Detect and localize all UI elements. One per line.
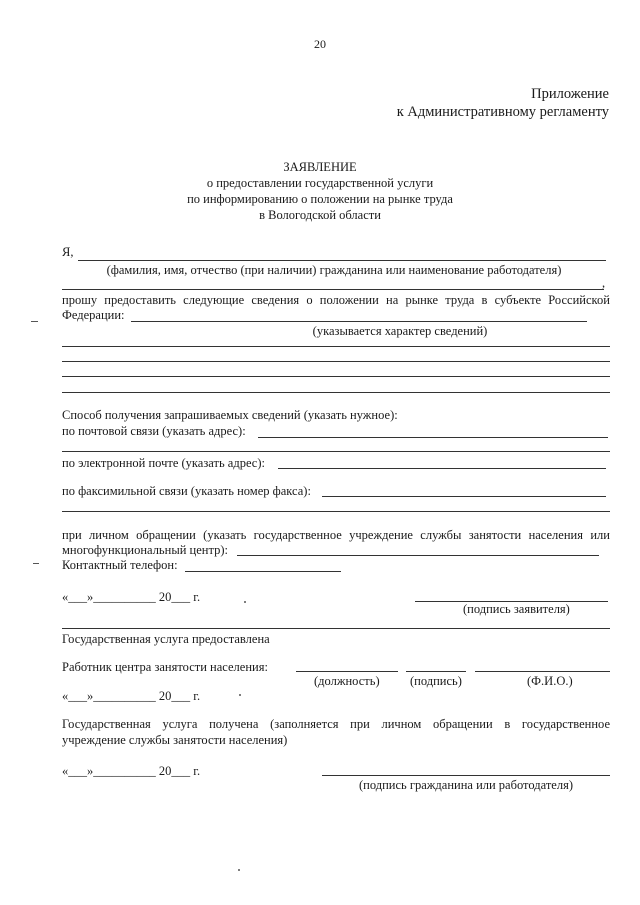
service-received-word: в — [504, 717, 511, 731]
date-day-blank: ___ — [68, 590, 87, 604]
personal-visit-word: или — [590, 528, 610, 542]
date-open-quote: « — [62, 590, 69, 604]
title-line-3: в Вологодской области — [259, 208, 381, 222]
service-center-field[interactable] — [237, 555, 599, 556]
postal-address-field[interactable] — [258, 437, 608, 438]
federation-label: Федерации: — [62, 308, 125, 322]
page-number: 20 — [314, 37, 326, 51]
postal-address-field-2[interactable] — [62, 451, 610, 452]
phone-field[interactable] — [185, 571, 341, 572]
request-sentence — [62, 293, 610, 308]
service-provided-label: Государственная услуга предоставлена — [62, 632, 270, 646]
request-word: прошу — [62, 293, 98, 307]
date-century: 20 — [158, 764, 172, 778]
service-received-word: при — [350, 717, 370, 731]
request-word: в — [481, 293, 488, 307]
date-year-blank: ___ — [171, 590, 191, 604]
personal-visit-word: учреждение — [349, 528, 413, 542]
scan-dot — [238, 869, 240, 871]
date-day-blank: ___ — [68, 689, 87, 703]
service-received-word: получена — [209, 717, 259, 731]
service-received-word: (заполняется — [270, 717, 339, 731]
info-field-line-4[interactable] — [62, 392, 610, 393]
citizen-date[interactable] — [62, 764, 200, 779]
worker-signature-field[interactable] — [406, 671, 466, 672]
delivery-header: Способ получения запрашиваемых сведений (указать нужное): — [62, 408, 398, 422]
info-field-line-3[interactable] — [62, 376, 610, 377]
personal-visit-word: занятости — [468, 528, 522, 542]
personal-visit-word: обращении — [136, 528, 196, 542]
service-received-word: Государственная — [62, 717, 151, 731]
date-open-quote: « — [62, 689, 69, 703]
date-close-quote: » — [87, 764, 94, 778]
scan-dot — [239, 694, 241, 696]
date-century: 20 — [158, 689, 172, 703]
date-close-quote: » — [87, 689, 94, 703]
date-year-suffix: г. — [193, 689, 201, 703]
postal-label: по почтовой связи (указать адрес): — [62, 424, 246, 438]
document-title: ЗАЯВЛЕНИЕ — [283, 160, 357, 174]
worker-position-caption: (должность) — [314, 674, 380, 688]
worker-position-field[interactable] — [296, 671, 398, 672]
phone-label: Контактный телефон: — [62, 558, 178, 572]
request-word: рынке — [405, 293, 439, 307]
service-received-word: личном — [381, 717, 422, 731]
worker-label: Работник центра занятости населения: — [62, 660, 268, 674]
scan-dot — [244, 601, 246, 603]
fax-number-field-2[interactable] — [62, 511, 610, 512]
request-word: труда — [445, 293, 475, 307]
service-received-line-2: учреждение службы занятости населения) — [62, 733, 288, 747]
service-received-word: услуга — [162, 717, 198, 731]
date-month-blank: __________ — [93, 689, 156, 703]
info-type-field[interactable] — [131, 321, 587, 322]
applicant-signature-caption: (подпись заявителя) — [463, 602, 570, 616]
date-year-suffix: г. — [193, 764, 201, 778]
separator-line — [62, 628, 610, 629]
request-word: положении — [319, 293, 379, 307]
worker-date[interactable] — [62, 689, 200, 704]
request-word: предоставить — [104, 293, 176, 307]
service-received-word: государственное — [521, 717, 610, 731]
date-month-blank: __________ — [93, 590, 156, 604]
date-year-suffix: г. — [193, 590, 201, 604]
request-word: сведения — [251, 293, 300, 307]
citizen-signature-field[interactable] — [322, 775, 610, 776]
date-year-blank: ___ — [171, 764, 191, 778]
appendix-line-1: Приложение — [531, 86, 609, 102]
date-year-blank: ___ — [171, 689, 191, 703]
date-century: 20 — [158, 590, 172, 604]
email-address-field[interactable] — [278, 468, 606, 469]
info-type-caption: (указывается характер сведений) — [312, 324, 488, 338]
request-word: Российской — [548, 293, 610, 307]
request-word: следующие — [183, 293, 245, 307]
fax-number-field[interactable] — [322, 496, 606, 497]
personal-visit-word: при — [62, 528, 82, 542]
citizen-signature-caption: (подпись гражданина или работодателя) — [359, 778, 573, 792]
personal-visit-word: государственное — [253, 528, 342, 542]
appendix-line-2: к Административному регламенту — [396, 104, 609, 120]
worker-fio-caption: (Ф.И.О.) — [527, 674, 573, 688]
personal-visit-word: населения — [528, 528, 583, 542]
scan-mark — [33, 563, 39, 564]
service-received-word: обращении — [432, 717, 493, 731]
date-month-blank: __________ — [93, 764, 156, 778]
service-received-sentence — [62, 717, 610, 732]
worker-signature-caption: (подпись) — [410, 674, 462, 688]
info-field-line-2[interactable] — [62, 361, 610, 362]
personal-visit-word: службы — [420, 528, 462, 542]
title-line-2: по информированию о положении на рынке труда — [187, 192, 453, 206]
request-word: субъекте — [494, 293, 542, 307]
request-word: о — [306, 293, 313, 307]
applicant-name-field[interactable] — [78, 260, 606, 261]
personal-visit-sentence — [62, 528, 610, 543]
date-close-quote: » — [87, 590, 94, 604]
personal-visit-word: личном — [88, 528, 129, 542]
applicant-comma: , — [602, 276, 606, 290]
worker-fio-field[interactable] — [475, 671, 610, 672]
applicant-name-field-2[interactable] — [62, 289, 604, 290]
personal-visit-line-2: многофункциональный центр): — [62, 543, 228, 557]
date-open-quote: « — [62, 764, 69, 778]
fax-label: по факсимильной связи (указать номер факса): — [62, 484, 311, 498]
applicant-date[interactable] — [62, 590, 200, 605]
personal-visit-word: (указать — [203, 528, 247, 542]
applicant-i-label: Я, — [62, 245, 74, 259]
email-label: по электронной почте (указать адрес): — [62, 456, 265, 470]
request-word: на — [386, 293, 399, 307]
applicant-caption: (фамилия, имя, отчество (при наличии) гражданина или наименование работодателя) — [106, 263, 562, 277]
scan-mark — [31, 321, 38, 322]
title-line-1: о предоставлении государственной услуги — [206, 176, 434, 190]
date-day-blank: ___ — [68, 764, 87, 778]
info-field-line-1[interactable] — [62, 346, 610, 347]
